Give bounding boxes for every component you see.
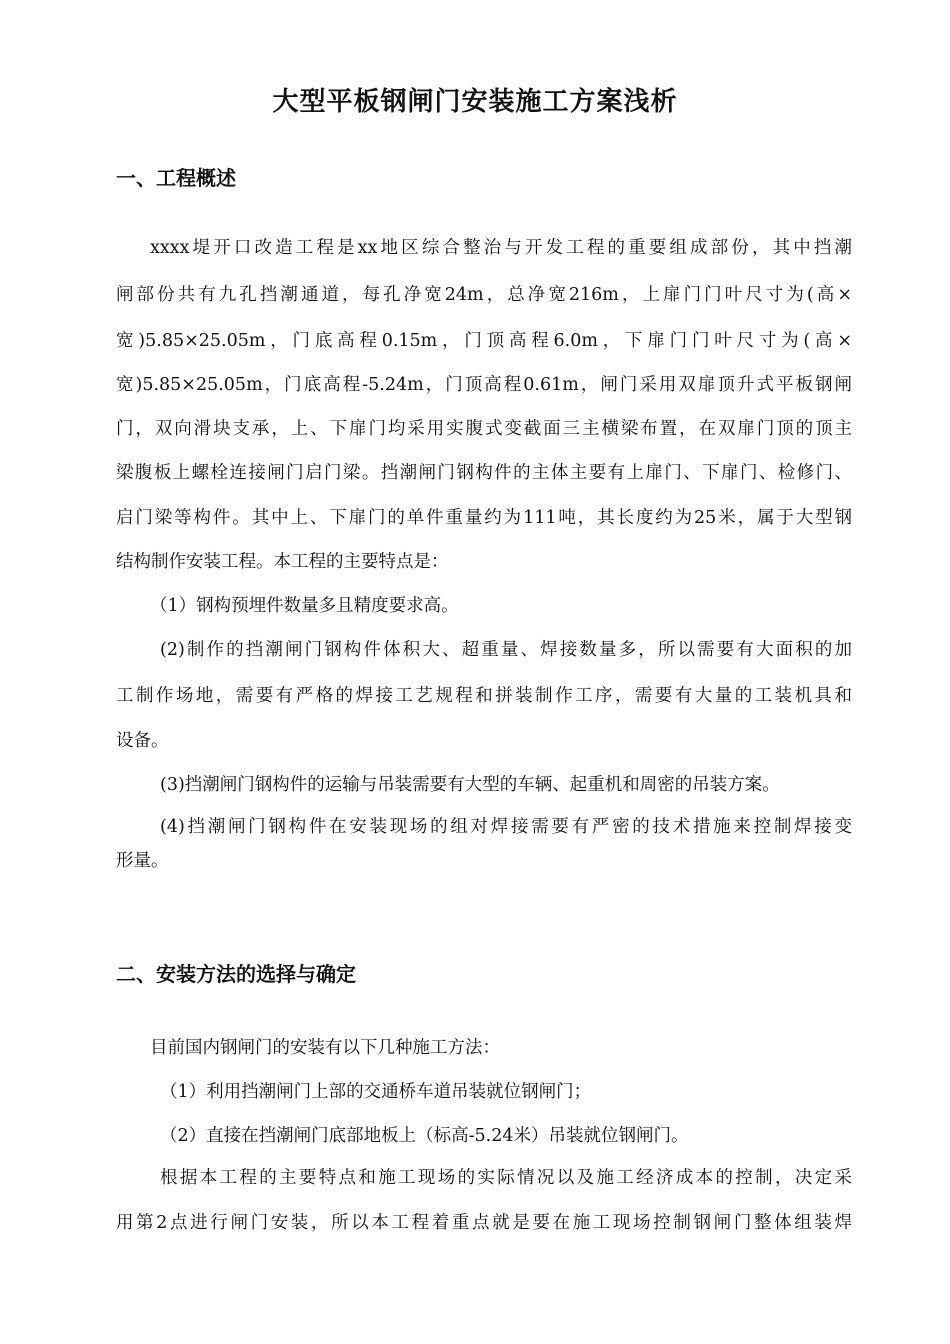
paragraph-line: 设备。 bbox=[116, 731, 169, 751]
paragraph-line: 门，双向滑块支承，上、下扉门均采用实腹式变截面三主横梁布置，在双扉门顶的顶主 bbox=[116, 419, 852, 439]
paragraph-line: 形量。 bbox=[116, 851, 169, 871]
section-heading-method: 二、安装方法的选择与确定 bbox=[116, 962, 356, 986]
paragraph-line: 工制作场地，需要有严格的焊接工艺规程和拼装制作工序，需要有大量的工装机具和 bbox=[116, 686, 852, 706]
paragraph-line: xxxx堤开口改造工程是xx地区综合整治与开发工程的重要组成部份，其中挡潮 bbox=[150, 238, 852, 258]
document-title: 大型平板钢闸门安装施工方案浅析 bbox=[272, 87, 678, 117]
method-item-1: （1）利用挡潮闸门上部的交通桥车道吊装就位钢闸门； bbox=[160, 1082, 592, 1102]
paragraph-line: 梁腹板上螺栓连接闸门启门梁。挡潮闸门钢构件的主体主要有上扉门、下扉门、检修门、 bbox=[116, 463, 852, 483]
feature-item-3: (3)挡潮闸门钢构件的运输与吊装需要有大型的车辆、起重机和周密的吊装方案。 bbox=[160, 775, 780, 795]
feature-item-2: (2)制作的挡潮闸门钢构件体积大、超重量、焊接数量多，所以需要有大面积的加 bbox=[160, 640, 852, 660]
paragraph-line: 结构制作安装工程。本工程的主要特点是： bbox=[116, 552, 449, 572]
paragraph-line: 宽)5.85×25.05m，门底高程0.15m，门顶高程6.0m，下扉门门叶尺寸为(高× bbox=[116, 331, 852, 351]
paragraph-line: 宽)5.85×25.05m，门底高程-5.24m，门顶高程0.61m，闸门采用双扉顶升式平板钢闸 bbox=[116, 375, 852, 395]
paragraph-line: 闸部份共有九孔挡潮通道，每孔净宽24m，总净宽216m，上扉门门叶尺寸为(高× bbox=[116, 285, 852, 305]
paragraph-line: 用第2点进行闸门安装，所以本工程着重点就是要在施工现场控制钢闸门整体组装焊 bbox=[116, 1213, 852, 1233]
paragraph-line: 启门梁等构件。其中上、下扉门的单件重量约为111吨，其长度约为25米，属于大型钢 bbox=[116, 508, 852, 528]
paragraph-line: 目前国内钢闸门的安装有以下几种施工方法： bbox=[150, 1038, 500, 1058]
feature-item-4: (4)挡潮闸门钢构件在安装现场的组对焊接需要有严密的技术措施来控制焊接变 bbox=[160, 817, 852, 837]
method-item-2: （2）直接在挡潮闸门底部地板上（标高-5.24米）吊装就位钢闸门。 bbox=[160, 1126, 689, 1146]
paragraph-line: 根据本工程的主要特点和施工现场的实际情况以及施工经济成本的控制，决定采 bbox=[160, 1168, 852, 1188]
section-heading-overview: 一、工程概述 bbox=[116, 166, 236, 190]
feature-item-1: （1）钢构预埋件数量多且精度要求高。 bbox=[150, 596, 459, 616]
